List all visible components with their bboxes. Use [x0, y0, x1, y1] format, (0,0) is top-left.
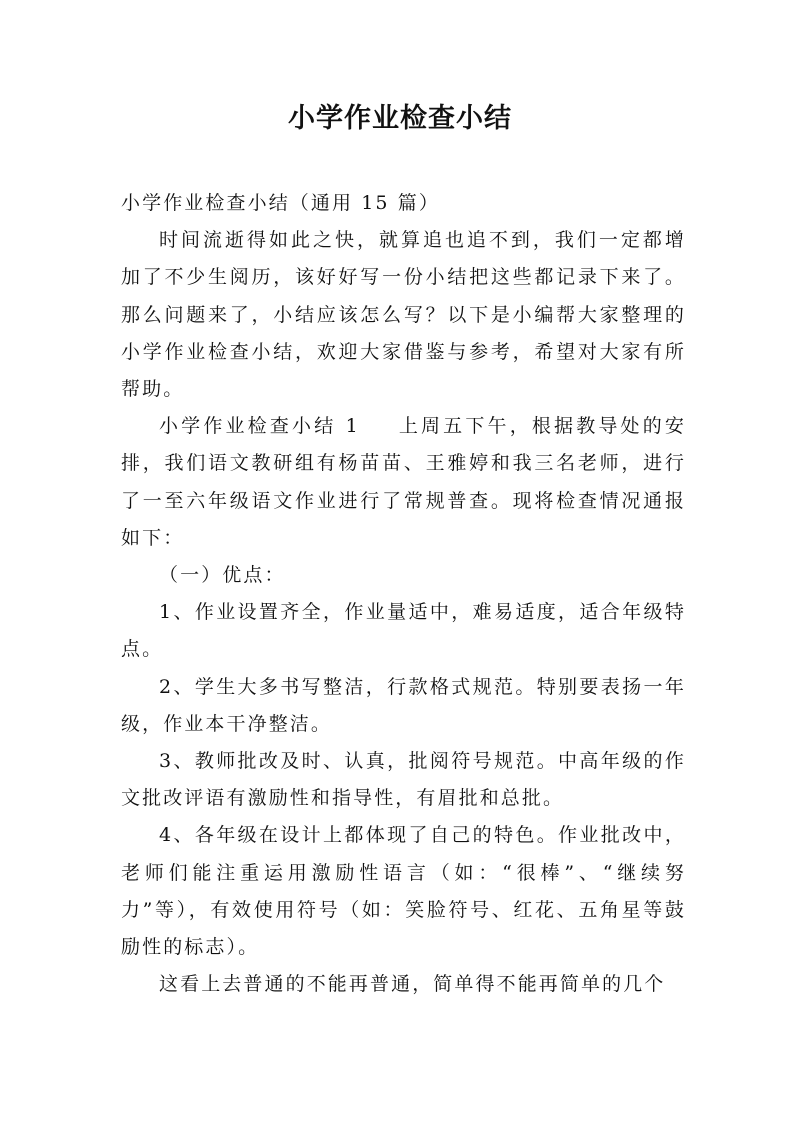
document-subtitle: 小学作业检查小结（通用 15 篇） — [121, 192, 440, 214]
section1-heading: 小学作业检查小结 1 — [159, 415, 360, 438]
intro-paragraph: 时间流逝得如此之快，就算追也追不到，我们一定都增加了不少生阅历，该好好写一份小结把这些都记录下来了。那么问题来了，小结应该怎么写？以下是小编帮大家整理的小学作业检查小结，欢迎大家借鉴与参考，希望对大家有所帮助。 — [121, 229, 686, 401]
section1-paragraph — [121, 408, 686, 557]
list-item-1: 1、作业设置齐全，作业量适中，难易适度，适合年级特点。 — [121, 601, 686, 661]
section1-text: 上周五下午，根据教导处的安排，我们语文教研组有杨苗苗、王雅婷和我三名老师，进行了一至六年级语文作业进行了常规普查。现将检查情况通报如下： — [121, 415, 686, 549]
list-item-4: 4、各年级在设计上都体现了自己的特色。作业批改中，老师们能注重运用激励性语言（如：“很棒”、“继续努力”等），有效使用符号（如：笑脸符号、红花、五角星等鼓励性的标志）。 — [121, 824, 686, 959]
list-item-2: 2、学生大多书写整洁，行款格式规范。特别要表扬一年级，作业本干净整洁。 — [121, 675, 686, 735]
merits-heading: （一）优点： — [159, 564, 286, 587]
list-item-3: 3、教师批改及时、认真，批阅符号规范。中高年级的作文批改评语有激励性和指导性，有眉批和总批。 — [121, 750, 686, 810]
document-body — [121, 185, 686, 1003]
closing-paragraph: 这看上去普通的不能再普通，简单得不能再简单的几个 — [159, 973, 666, 996]
document-title: 小学作业检查小结 — [288, 103, 512, 134]
